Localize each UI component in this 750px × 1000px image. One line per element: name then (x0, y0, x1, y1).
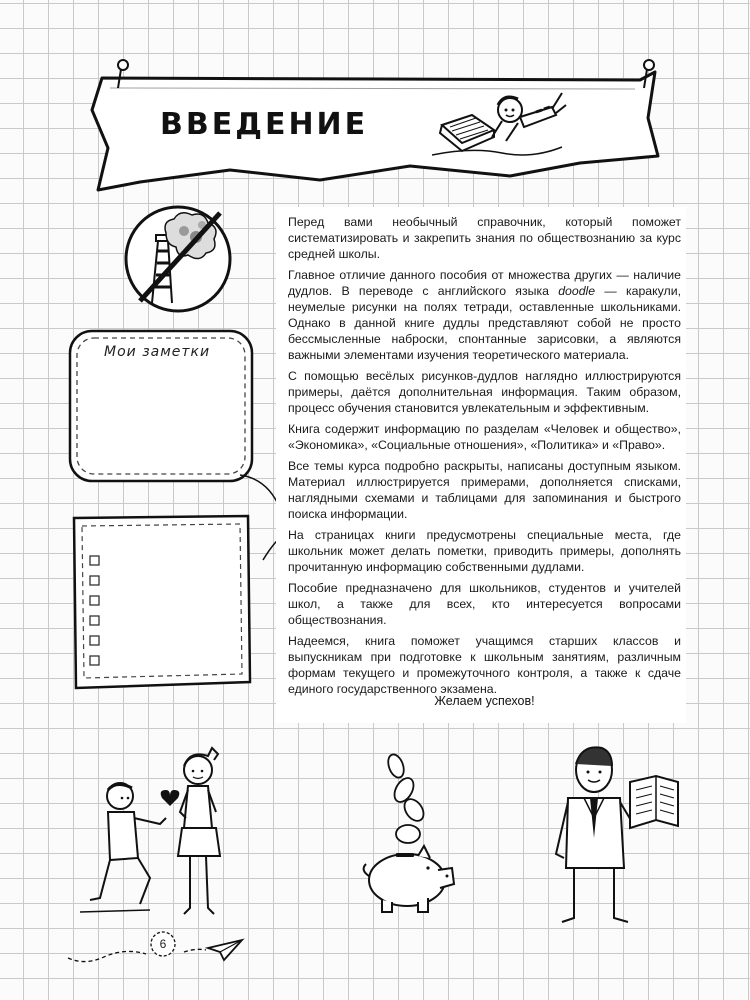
proposal-couple-doodle-icon (80, 728, 245, 928)
paragraph: На страницах книги предусмотрены специальные места, где школьник может делать пометки, приводить примеры, дополнять прочитанную информацию собственными дудлами. (288, 528, 681, 574)
checkbox (90, 636, 99, 645)
body-text (288, 214, 681, 702)
checkbox (90, 596, 99, 605)
reading-boy-doodle-icon (432, 85, 567, 165)
checkbox (90, 576, 99, 585)
paragraph: С помощью весёлых рисунков-дудлов наглядно иллюстрируются примеры, даётся дополнительная информация. Таким образом, процесс обучения становится увлекательным и эффективным. (288, 369, 681, 415)
paragraph: Пособие предназначено для школьников, студентов и учителей школ, а также для всех, кто интересуется вопросами обществознания. (288, 581, 681, 627)
man-with-book-doodle-icon (548, 742, 683, 927)
closing-text: Желаем успехов! (434, 694, 535, 708)
paragraph: Перед вами необычный справочник, который поможет систематизировать и закрепить знания по обществознанию за курс средней школы. (288, 215, 681, 261)
piggy-bank-coins-icon (352, 752, 462, 917)
checkbox (90, 656, 99, 665)
coin-icon (385, 752, 406, 779)
paragraph: Книга содержит информацию по разделам «Человек и общество», «Экономика», «Социальные отношения», «Политика» и «Право». (288, 422, 681, 452)
checkbox (90, 556, 99, 565)
no-pollution-sign-icon (122, 203, 234, 315)
paragraph: Все темы курса подробно раскрыты, написаны доступным языком. Материал иллюстрируется примерами, дополняется списками, наглядными схемами и таблицами для запоминания и быстрого поиска информации. (288, 459, 681, 521)
coin-icon (396, 825, 420, 843)
paragraph: Главное отличие данного пособия от множества других — наличие дудлов. В переводе с английского языка doodle — каракули, неумелые рисунки на полях тетради, оставленные школьниками. Однако в данной книге дудлы представляют собой не просто бессмысленные наброски, спонтанные зарисовки, а являются важными элементами изучения теоретического материала. (288, 268, 681, 362)
page-number: 6 (159, 937, 167, 951)
checkbox (90, 616, 99, 625)
page-title: ВВЕДЕНИЕ (160, 107, 369, 142)
checklist-box (70, 512, 254, 692)
paragraph: Надеемся, книга поможет учащимся старших классов и выпускникам при подготовке к школьным занятиям, различным формам текущего и промежуточного контроля, а также к сдаче единого государственного экзамена. (288, 634, 681, 696)
notes-title: Мои заметки (104, 344, 211, 360)
